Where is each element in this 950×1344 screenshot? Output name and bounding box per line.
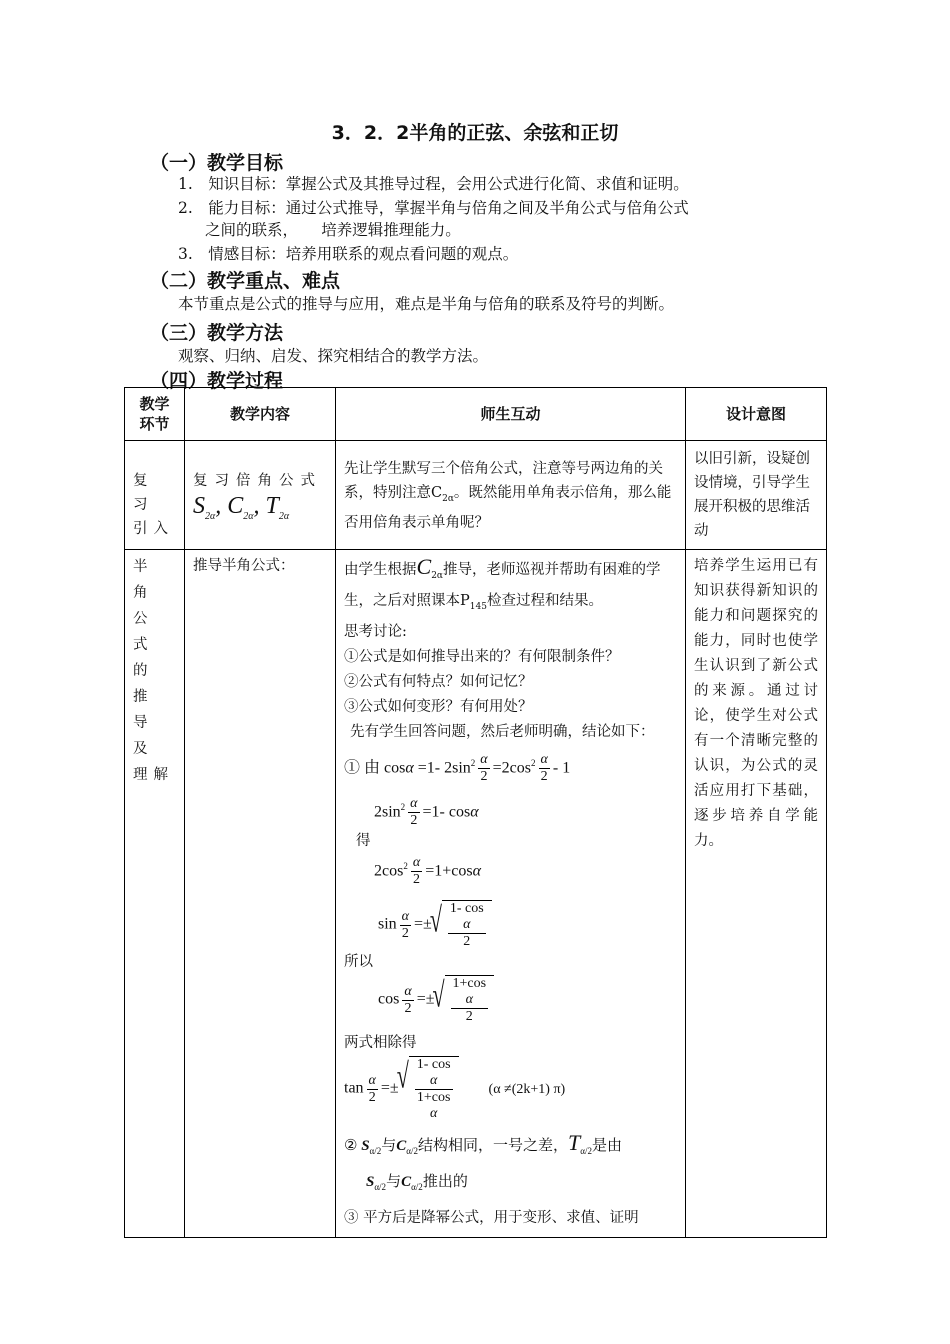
objective-item-continued: 之间的联系， 培养逻辑推理能力。: [205, 221, 461, 239]
objective-item: 3. 情感目标：培养用联系的观点看问题的观点。: [178, 245, 519, 263]
intent-cell: 以旧引新，设疑创设情境，引导学生展开积极的思维活动: [686, 441, 827, 550]
stage-cell: 半 角 公 式 的 推 导 及 理解: [125, 550, 185, 1238]
content-cell: 推导半角公式：: [185, 550, 336, 1238]
focus-text: 本节重点是公式的推导与应用，难点是半角与倍角的联系及符号的判断。: [178, 295, 675, 313]
formula-cos-half: cos $\frac{\alpha}{2}$ =± √ 1+cos α 2: [378, 975, 677, 1025]
section-heading-method: （三）教学方法: [150, 322, 284, 344]
table-header-row: [125, 388, 827, 441]
stage-cell: 复 习 引入: [125, 441, 185, 550]
header-content: 教学内容: [185, 388, 336, 441]
objective-item: 2. 能力目标：通过公式推导，掌握半角与倍角之间及半角公式与倍角公式: [178, 199, 689, 217]
section-heading-objectives: （一）教学目标: [150, 152, 284, 174]
content-cell: 复习倍角公式 $S_{2\alpha}$, $C_{2\alpha}$, $T_{2\alpha}$: [185, 441, 336, 550]
header-intent: 设计意图: [686, 388, 827, 441]
note-structure: ② $S_{\alpha/2}$与$C_{\alpha/2}$结构相同，一号之差，$T_{\alpha/2}$是由: [344, 1130, 623, 1157]
objective-item: 1. 知识目标：掌握公式及其推导过程，会用公式进行化简、求值和证明。: [178, 175, 689, 193]
interaction-cell: 先让学生默写三个倍角公式，注意等号两边角的关系，特别注意$C_{2\alpha}$。既然能用单角表示倍角，那么能否用倍角表示单角呢？: [336, 441, 686, 550]
formula-cos-double: ① 由 cosα =1- $2\sin^2$ $\frac{\alpha}{2}$ $=2\cos^2$ $\frac{\alpha}{2}$ - 1: [344, 751, 571, 784]
formula-tan-half: tan $\frac{\alpha}{2}$ =± √ 1- cos α 1+cos α (α ≠(2k+1) π): [344, 1056, 677, 1122]
header-stage: 教学环节: [125, 388, 185, 441]
section-heading-process: （四）教学过程: [150, 370, 284, 392]
section-heading-focus: （二）教学重点、难点: [150, 270, 341, 292]
table-row: [125, 550, 827, 1238]
intent-cell: 培养学生运用已有知识获得新知识的能力和问题探究的能力，同时也使学生认识到了新公式的来源。通过讨论，使学生对公式有一个清晰完整的认识，为公式的灵活应用打下基础，逐步培养自学能力。: [686, 550, 827, 1238]
teaching-process-table: [124, 387, 827, 1238]
interaction-cell: 由学生根据$C_{2\alpha}$推导，老师巡视并帮助有困难的学生，之后对照课本$P_{145}$检查过程和结果。 思考讨论: ①公式是如何推导出来的？有何限制条件？ ②公式有何特点？如何记忆？ ③公式如何变形？有何用处？ 先有学生回答问题，然后老师明确，结论如下： ① 由 cosα =1- $2\sin^2$ $\frac{\alpha}{2}$ $=2\cos^2$ $\frac{\alpha}{2}$ - 1 $2\sin^2$ $\frac{\alpha}{2}$ =1- cosα 得 $2\cos^2$ $\frac{\alpha}{2}$ =1+cosα sin $\frac{\alpha}{2}$ =± √ 1- cos α 2 所以 cos $\frac{\alpha}{2}$ =± √ 1+cos α 2 两式相除得 tan $\frac{\alpha}{2}$ =± √ 1- cos α 1+cos α (α ≠(2k+1) π) ② $S_{\alpha/2}$与$C_{\alpha/2}$结构相同，一号之差，$T_{\alpha/2}$是由 $S_{\alpha/2}$与$C_{\alpha/2}$推出的 ③ 平方后是降幂公式，用于变形、求值、证明: [336, 550, 686, 1238]
note-derived: $S_{\alpha/2}$与$C_{\alpha/2}$推出的: [366, 1174, 468, 1193]
header-interaction: 师生互动: [336, 388, 686, 441]
formula-sin-square: $2\sin^2$ $\frac{\alpha}{2}$ =1- cosα: [374, 796, 479, 829]
formula-cos-square: $2\cos^2$ $\frac{\alpha}{2}$ =1+cosα: [374, 855, 481, 888]
method-text: 观察、归纳、启发、探究相结合的教学方法。: [178, 347, 489, 365]
page-title: 3．2．2半角的正弦、余弦和正切: [331, 122, 619, 144]
table-row: [125, 441, 827, 550]
double-angle-formula-symbols: $S_{2\alpha}$, $C_{2\alpha}$, $T_{2\alpha}$: [193, 493, 290, 522]
formula-sin-half: sin $\frac{\alpha}{2}$ =± √ 1- cos α 2: [378, 900, 677, 950]
